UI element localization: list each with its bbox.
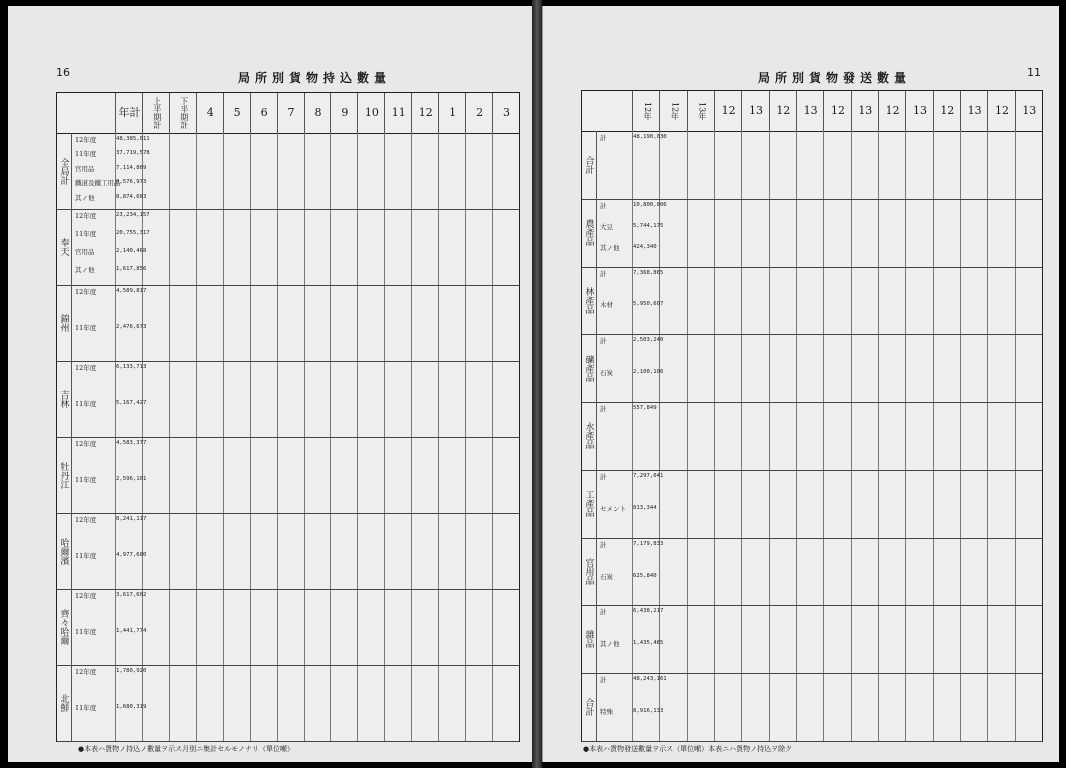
row-label: 木材 — [600, 301, 613, 310]
row-label: 其ノ他 — [75, 266, 95, 274]
column-header: 13 — [851, 91, 879, 131]
section-name: 林產品 — [582, 267, 597, 335]
table-cell-value: 2,100,106 — [633, 369, 664, 376]
column-header: 12 — [823, 91, 851, 131]
left-table-header — [57, 93, 519, 134]
column-header: 1 — [438, 93, 466, 133]
section-name: 官用品 — [582, 538, 597, 606]
row-label: 計 — [600, 269, 607, 278]
right-page-title: 局所別貨物發送數量 — [758, 71, 912, 85]
right-table-header — [582, 91, 1042, 132]
row-label: 計 — [600, 608, 607, 617]
column-header: 4 — [196, 93, 224, 133]
table-section — [582, 334, 1042, 403]
table-cell-value: 3,617,602 — [116, 592, 147, 598]
table-cell-value: 7,297,041 — [633, 472, 664, 479]
table-cell-value: 1,617,856 — [116, 266, 147, 272]
table-cell-value: 20,755,317 — [116, 230, 150, 236]
left-statistics-table — [56, 92, 520, 742]
table-section — [57, 133, 519, 210]
row-label: 12年度 — [75, 212, 97, 220]
section-name: 合計 — [582, 673, 597, 741]
table-cell-value: 1,680,319 — [116, 704, 147, 710]
column-header: 上半期計 — [142, 93, 170, 133]
table-cell-value: 4,977,680 — [116, 552, 147, 558]
section-name: 牡丹江 — [57, 437, 72, 513]
table-cell-value: 7,114,869 — [116, 164, 147, 171]
table-section — [57, 209, 519, 286]
row-label: 官用品 — [75, 248, 95, 256]
table-cell-value: 48,385,011 — [116, 136, 150, 142]
table-cell-value: 6,438,217 — [633, 608, 664, 615]
column-header: 13年 — [687, 91, 715, 131]
table-cell-value: 2,503,240 — [633, 337, 664, 344]
table-section — [57, 361, 519, 438]
row-label: セメント — [600, 504, 626, 513]
table-section — [57, 513, 519, 590]
table-section — [582, 267, 1042, 336]
column-header: 3 — [492, 93, 520, 133]
row-label: 12年度 — [75, 592, 97, 600]
table-cell-value: 1,780,920 — [116, 668, 147, 674]
row-label: 鐵道及鐵工用品 — [75, 179, 121, 188]
table-cell-value: 48,243,161 — [633, 676, 667, 683]
table-cell-value: 8,874,683 — [116, 193, 147, 200]
section-name: 礦產品 — [582, 334, 597, 402]
row-label: 其ノ他 — [75, 193, 95, 202]
column-header: 12 — [933, 91, 961, 131]
table-section — [57, 285, 519, 362]
table-cell-value: 557,849 — [633, 405, 657, 412]
row-label: 12年度 — [75, 668, 97, 676]
table-cell-value: 4,589,817 — [116, 288, 147, 294]
left-page-number: 16 — [56, 66, 70, 79]
right-statistics-table — [581, 90, 1043, 742]
table-section — [582, 131, 1042, 200]
table-cell-value: 5,950,607 — [633, 301, 664, 308]
row-label: 11年度 — [75, 400, 97, 408]
column-header: 13 — [960, 91, 988, 131]
table-cell-value: 48,190,030 — [633, 134, 667, 140]
table-cell-value: 1,441,774 — [116, 628, 147, 634]
table-section — [582, 402, 1042, 471]
table-section — [582, 470, 1042, 539]
row-label: 12年度 — [75, 136, 97, 144]
right-page-number: 11 — [1027, 66, 1041, 79]
row-label: 計 — [600, 134, 607, 142]
table-cell-value: 7,368,865 — [633, 269, 664, 276]
section-name: 水產品 — [582, 402, 597, 470]
section-name: 錦州 — [57, 285, 72, 361]
column-header: 12 — [714, 91, 742, 131]
row-label: 特殊 — [600, 708, 613, 717]
book-gutter — [532, 0, 542, 768]
row-label: 11年度 — [75, 324, 97, 332]
table-cell-value: 8,576,973 — [116, 179, 147, 186]
row-label: 12年度 — [75, 440, 97, 448]
row-label: 計 — [600, 472, 607, 481]
table-cell-value: 2,596,101 — [116, 476, 147, 482]
row-label: 12年度 — [75, 288, 97, 296]
table-cell-value: 2,476,673 — [116, 324, 147, 330]
row-label: 11年度 — [75, 704, 97, 712]
table-cell-value: 23,234,157 — [116, 212, 150, 218]
row-label: 大豆 — [600, 223, 613, 232]
table-cell-value: 424,340 — [633, 244, 657, 251]
table-section — [57, 437, 519, 514]
right-page-footer: ●本表ハ貨物發送數量ヲ示ス（單位噸）本表ニハ貨物ノ持込ヲ除ク — [583, 745, 793, 753]
section-name: 哈爾濱 — [57, 513, 72, 589]
section-name: 雜品 — [582, 605, 597, 673]
section-name: 農產品 — [582, 199, 597, 267]
section-name: 奉天 — [57, 209, 72, 285]
column-header: 12 — [987, 91, 1015, 131]
column-header: 13 — [905, 91, 933, 131]
table-cell-value: 813,344 — [633, 504, 657, 511]
table-cell-value: 37,719,578 — [116, 150, 150, 157]
row-label: 11年度 — [75, 628, 97, 636]
row-label: 11年度 — [75, 476, 97, 484]
table-cell-value: 625,840 — [633, 572, 657, 579]
column-header: 8 — [304, 93, 332, 133]
table-cell-value: 5,744,175 — [633, 223, 664, 230]
column-header: 5 — [223, 93, 251, 133]
column-header: 下半期計 — [169, 93, 197, 133]
row-label: 石炭 — [600, 572, 613, 581]
column-header: 10 — [357, 93, 385, 133]
column-header: 13 — [741, 91, 769, 131]
column-header: 年計 — [115, 93, 143, 133]
table-cell-value: 1,435,485 — [633, 640, 664, 647]
column-header: 13 — [1015, 91, 1043, 131]
column-header: 7 — [277, 93, 305, 133]
section-name: 工產品 — [582, 470, 597, 538]
row-label: 計 — [600, 337, 607, 346]
left-page-title: 局所別貨物持込數量 — [238, 71, 392, 85]
section-name: 合計 — [582, 131, 597, 199]
column-header: 12 — [769, 91, 797, 131]
row-label: 石炭 — [600, 369, 613, 378]
row-label: 計 — [600, 405, 607, 414]
row-label: 計 — [600, 201, 607, 210]
table-cell-value: 8,916,133 — [633, 708, 664, 715]
table-section — [57, 665, 519, 742]
table-section — [582, 199, 1042, 268]
row-label: 12年度 — [75, 364, 97, 372]
table-cell-value: 8,241,117 — [116, 516, 147, 522]
row-label: 其ノ他 — [600, 640, 620, 649]
column-header: 13 — [796, 91, 824, 131]
table-cell-value: 4,583,377 — [116, 440, 147, 446]
row-label: 計 — [600, 540, 607, 549]
table-cell-value: 6,133,713 — [116, 364, 147, 370]
table-section — [57, 589, 519, 666]
column-header: 2 — [465, 93, 493, 133]
row-label: 官用品 — [75, 164, 95, 173]
table-section — [582, 538, 1042, 607]
column-header: 12 — [878, 91, 906, 131]
column-header: 12年 — [659, 91, 687, 131]
right-page — [542, 6, 1059, 762]
table-section — [582, 673, 1042, 742]
left-page — [8, 6, 533, 762]
section-name: 吉林 — [57, 361, 72, 437]
table-cell-value: 10,800,806 — [633, 201, 667, 208]
row-label: 計 — [600, 676, 607, 685]
left-page-footer: ●本表ハ貨物ノ持込ノ數量ヲ示ス月別ニ集計セルモノナリ（單位噸） — [78, 745, 295, 753]
row-label: 11年度 — [75, 230, 97, 238]
column-header: 6 — [250, 93, 278, 133]
table-cell-value: 5,167,427 — [116, 400, 147, 406]
column-header: 9 — [330, 93, 358, 133]
column-header: 11 — [384, 93, 412, 133]
section-name: 全局計 — [57, 133, 72, 209]
section-name: 齊々哈爾 — [57, 589, 72, 665]
column-header: 12 — [411, 93, 439, 133]
row-label: 其ノ他 — [600, 244, 620, 253]
section-name: 北鮮 — [57, 665, 72, 741]
table-cell-value: 2,140,468 — [116, 248, 147, 254]
row-label: 11年度 — [75, 552, 97, 560]
row-label: 11年度 — [75, 150, 97, 159]
row-label: 12年度 — [75, 516, 97, 524]
table-cell-value: 7,179,833 — [633, 540, 664, 547]
column-header: 12年 — [632, 91, 660, 131]
table-section — [582, 605, 1042, 674]
